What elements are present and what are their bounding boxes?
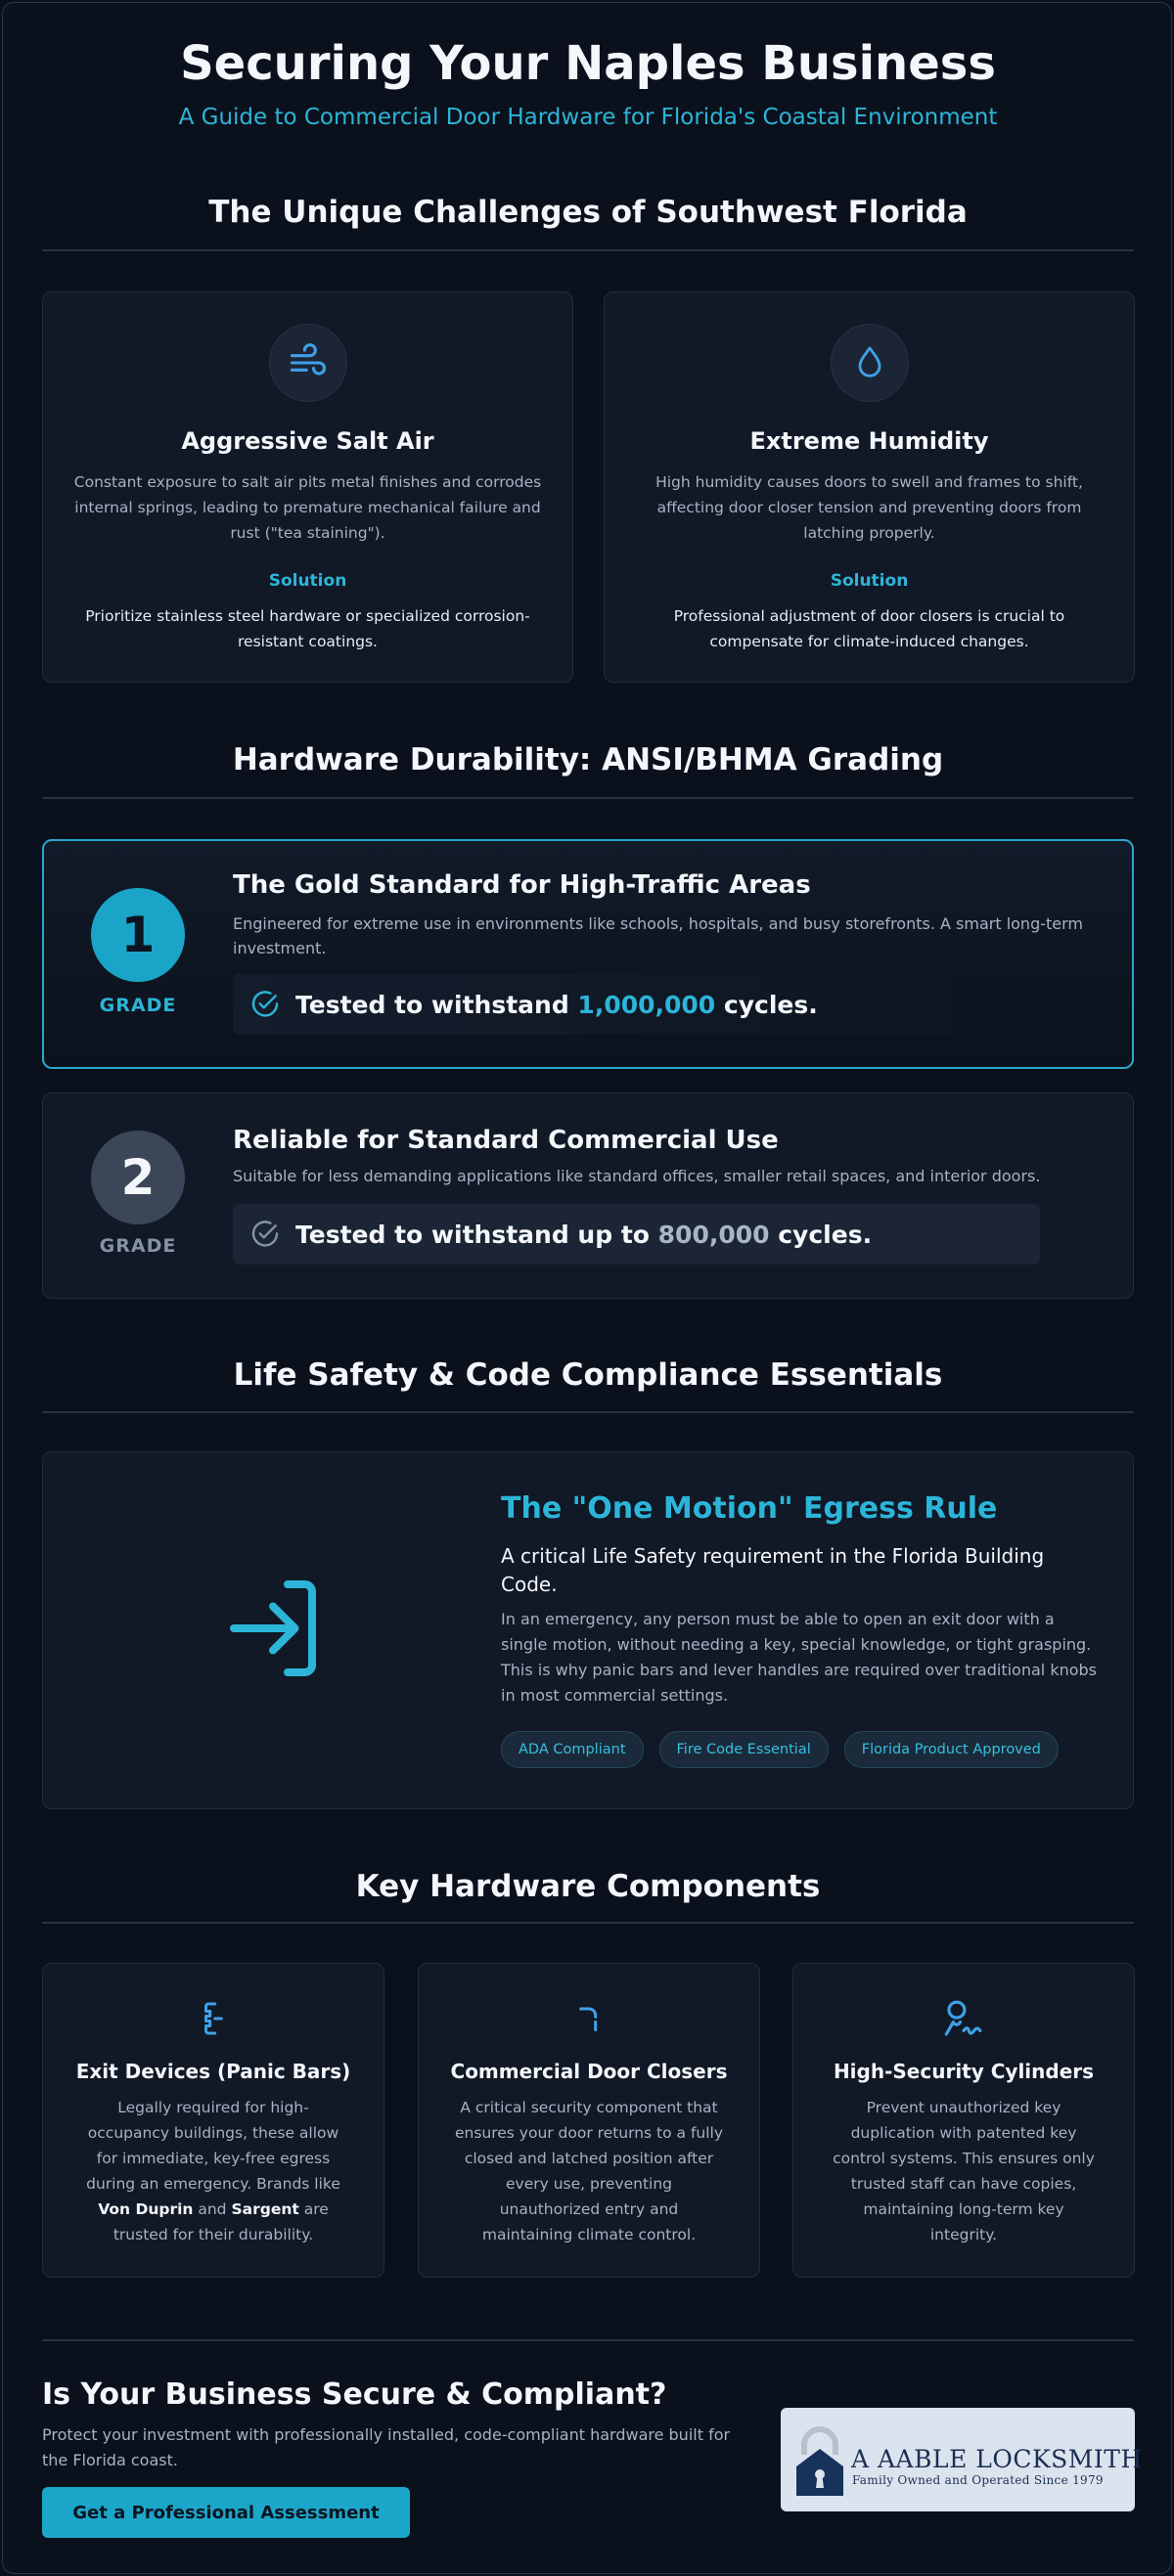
- challenge-description: High humidity causes doors to swell and frames to shift, affecting door closer tension and preventing doors from latching properly.: [655, 473, 1083, 542]
- company-logo: [781, 2408, 1143, 2511]
- component-title: High-Security Cylinders: [833, 2060, 1095, 2083]
- door-closer-icon: [419, 1997, 759, 2040]
- water-drop-icon: [831, 324, 909, 402]
- tag-fire-code: Fire Code Essential: [659, 1731, 829, 1768]
- wind-icon: [269, 324, 347, 402]
- check-circle-icon: [248, 1218, 282, 1251]
- egress-rule-lead: A critical Life Safety requirement in the Florida Building Code.: [501, 1544, 1045, 1596]
- grade-title: Reliable for Standard Commercial Use: [233, 1126, 779, 1155]
- tag-florida-product: Florida Product Approved: [844, 1731, 1059, 1768]
- test-value: 800,000: [657, 1220, 770, 1249]
- component-description: A critical security component that ensures your door returns to a fully closed and latched position after every use, preventing unauthorized entry and maintaining climate control.: [454, 2099, 724, 2243]
- section-divider: [42, 1922, 1134, 1924]
- solution-label: Solution: [268, 571, 347, 591]
- page-title: Securing Your Naples Business: [180, 36, 996, 91]
- cta-title: Is Your Business Secure & Compliant?: [42, 2377, 667, 2412]
- safety-section-title: Life Safety & Code Compliance Essentials: [233, 1357, 943, 1393]
- section-divider: [42, 2339, 1134, 2341]
- section-divider: [42, 249, 1134, 251]
- grade-test-callout: [233, 974, 1074, 1035]
- exit-arrow-icon: [219, 1570, 337, 1687]
- egress-rule-body: In an emergency, any person must be able to open an exit door with a single motion, without needing a key, special knowledge, or tight grasping. This is why panic bars and lever handles are required over traditional knobs in most commercial settings.: [501, 1610, 1098, 1705]
- grade-2-card: [42, 1092, 1134, 1299]
- challenge-card-salt-air: [42, 291, 573, 683]
- padlock-house-icon: [792, 2421, 847, 2500]
- test-prefix: Tested to withstand up to: [295, 1220, 658, 1249]
- grade-number-badge: 2: [91, 1131, 185, 1224]
- test-suffix: cycles.: [715, 990, 818, 1019]
- solution-label: Solution: [830, 571, 909, 591]
- test-prefix: Tested to withstand: [295, 990, 578, 1019]
- challenge-card-humidity: [604, 291, 1135, 683]
- component-text: are trusted for their durability.: [113, 2200, 329, 2243]
- section-divider: [42, 797, 1134, 799]
- grade-1-card: [42, 839, 1134, 1069]
- challenges-section-title: The Unique Challenges of Southwest Florida: [208, 195, 968, 230]
- compliance-tags: [501, 1731, 1059, 1768]
- component-title: Commercial Door Closers: [450, 2060, 728, 2083]
- test-suffix: cycles.: [769, 1220, 873, 1249]
- egress-rule-title: The "One Motion" Egress Rule: [501, 1491, 998, 1526]
- component-card-door-closers: [418, 1963, 760, 2278]
- component-text: Legally required for high-occupancy buildings, these allow for immediate, key-free egress during an emergency. Brands like: [86, 2099, 340, 2193]
- component-title: Exit Devices (Panic Bars): [75, 2060, 351, 2083]
- challenge-title: Extreme Humidity: [749, 427, 989, 455]
- grade-description: Suitable for less demanding applications like standard offices, smaller retail spaces, and interior doors.: [233, 1167, 1041, 1185]
- component-description: [78, 2095, 348, 2247]
- grade-test-callout: [233, 1204, 1040, 1265]
- get-assessment-button[interactable]: Get a Professional Assessment: [42, 2487, 410, 2538]
- exit-device-icon: [43, 1997, 384, 2040]
- test-value: 1,000,000: [577, 990, 716, 1019]
- challenge-description: Constant exposure to salt air pits metal finishes and corrodes internal springs, leading to premature mechanical failure and rust ("tea staining").: [73, 473, 542, 542]
- tag-ada-compliant: ADA Compliant: [501, 1731, 644, 1768]
- brand-von-duprin: Von Duprin: [98, 2200, 194, 2218]
- section-divider: [42, 1411, 1134, 1413]
- cta-text: Protect your investment with professionally installed, code-compliant hardware built for the Florida coast.: [42, 2425, 731, 2469]
- user-signature-icon: [793, 1997, 1134, 2040]
- component-text: and: [193, 2200, 232, 2218]
- grade-label: GRADE: [99, 995, 177, 1016]
- grade-label: GRADE: [99, 1235, 177, 1257]
- component-description: Prevent unauthorized key duplication with patented key control systems. This ensures only trusted staff can have copies, maintaining long-term key integrity.: [833, 2099, 1095, 2243]
- solution-text: Prioritize stainless steel hardware or specialized corrosion-resistant coatings.: [85, 607, 530, 650]
- brand-sargent: Sargent: [231, 2200, 299, 2218]
- component-card-cylinders: [792, 1963, 1135, 2278]
- grade-description: Engineered for extreme use in environments like schools, hospitals, and busy storefronts. A smart long-term investment.: [233, 914, 1083, 957]
- durability-section-title: Hardware Durability: ANSI/BHMA Grading: [232, 742, 944, 777]
- challenge-title: Aggressive Salt Air: [181, 427, 434, 455]
- components-section-title: Key Hardware Components: [355, 1869, 821, 1904]
- grade-title: The Gold Standard for High-Traffic Areas: [233, 870, 811, 900]
- logo-tagline: Family Owned and Operated Since 1979: [852, 2473, 1104, 2487]
- check-circle-icon: [248, 988, 282, 1021]
- egress-rule-card: [42, 1451, 1134, 1809]
- component-card-exit-devices: [42, 1963, 384, 2278]
- infographic: [2, 2, 1172, 2574]
- grade-number-badge: 1: [91, 888, 185, 982]
- solution-text: Professional adjustment of door closers is crucial to compensate for climate-induced changes.: [673, 607, 1065, 650]
- page-subtitle: A Guide to Commercial Door Hardware for Florida's Coastal Environment: [178, 105, 998, 130]
- logo-name: A AABLE LOCKSMITH: [851, 2445, 1143, 2473]
